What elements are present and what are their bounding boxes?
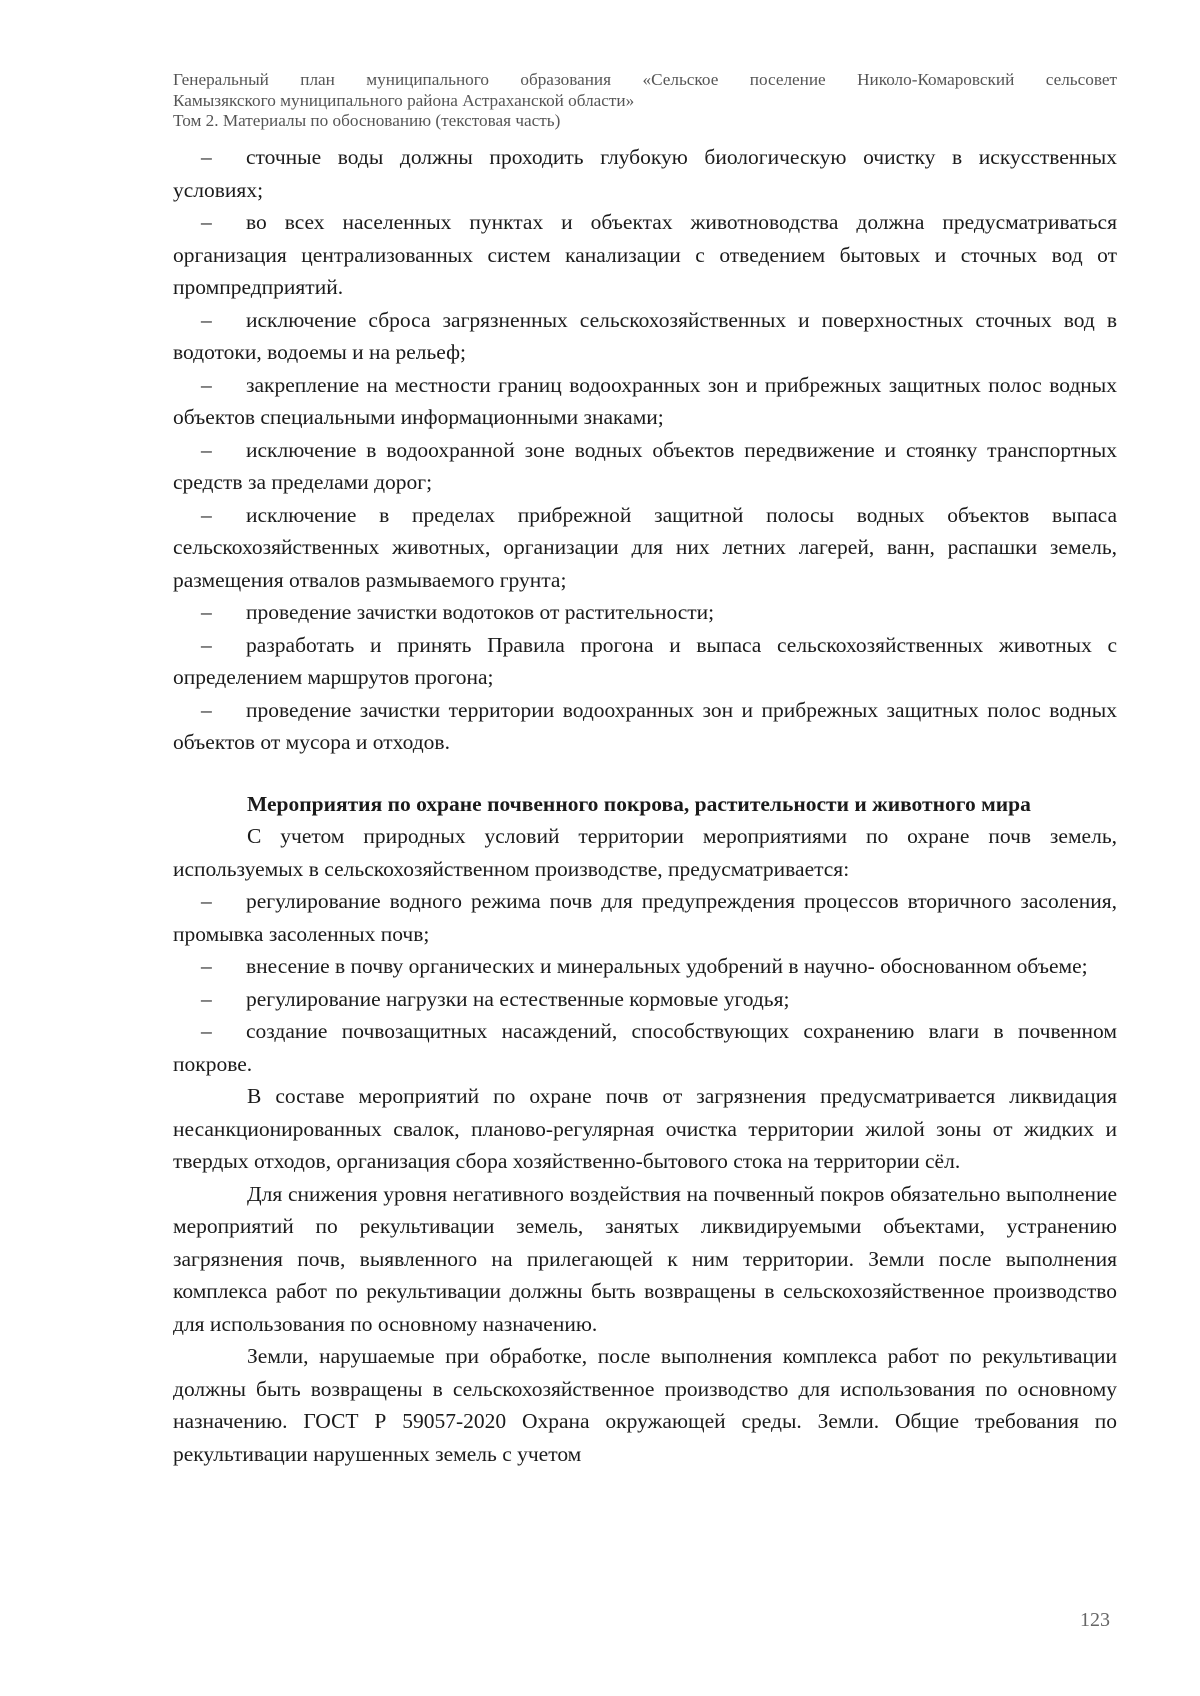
soil-measure-item <box>173 885 1117 950</box>
dash-marker: – <box>201 954 212 978</box>
water-measure-text: исключение в водоохранной зоне водных объектов передвижение и стоянку транспортных средств за пределами дорог; <box>173 437 1117 494</box>
water-measure-text: исключение в пределах прибрежной защитной полосы водных объектов выпаса сельскохозяйственных животных, организации для них летних лагерей, ванн, распашки земель, размещения отвалов размываемого грунта; <box>173 502 1117 592</box>
header-line-1: Генеральный план муниципального образования «Сельское поселение Николо-Комаровский сельсовет <box>173 70 1117 89</box>
dash-marker: – <box>201 600 212 624</box>
soil-measure-item <box>173 950 1117 983</box>
water-measure-text: проведение зачистки водотоков от растительности; <box>246 600 715 624</box>
water-measure-text: сточные воды должны проходить глубокую биологическую очистку в искусственных условиях; <box>173 145 1117 202</box>
water-measure-item <box>173 206 1117 304</box>
soil-measure-item <box>173 983 1117 1016</box>
section-heading: Мероприятия по охране почвенного покрова, растительности и животного мира <box>247 791 1031 816</box>
dash-marker: – <box>201 210 212 234</box>
dash-marker: – <box>201 307 212 332</box>
dash-marker: – <box>201 1019 212 1043</box>
water-measure-text: проведение зачистки территории водоохранных зон и прибрежных защитных полос водных объектов от мусора и отходов. <box>173 697 1117 754</box>
soil-measure-text: регулирование нагрузки на естественные кормовые угодья; <box>246 986 790 1011</box>
header-line-2: Камызякского муниципального района Астраханской области» <box>173 90 635 110</box>
water-measure-text: во всех населенных пунктах и объектах животноводства должна предусматриваться организация централизованных систем канализации с отведением бытовых и сточных вод от промпредприятий. <box>173 210 1117 299</box>
soil-measure-item <box>173 1015 1117 1080</box>
dash-marker: – <box>201 697 212 722</box>
water-measure-item <box>173 434 1117 499</box>
dash-marker: – <box>201 437 212 462</box>
soil-intro-paragraph: С учетом природных условий территории мероприятиями по охране почв земель, используемых в сельскохозяйственном производстве, предусматривается: <box>173 824 1117 881</box>
header-line-3: Том 2. Материалы по обоснованию (текстовая часть) <box>173 111 561 130</box>
water-measure-item <box>173 499 1117 597</box>
page-header <box>173 70 1117 132</box>
dash-marker: – <box>201 502 212 527</box>
body-paragraph: Земли, нарушаемые при обработке, после выполнения комплекса работ по рекультивации должны быть возвращены в сельскохозяйственное производство для использования по основному назначению. ГОСТ Р 59057-2020 Охрана окружающей среды. Земли. Общие требования по рекультивации нарушенных земель с учетом <box>173 1344 1117 1466</box>
water-measure-item <box>173 629 1117 694</box>
water-measure-item <box>173 304 1117 369</box>
water-measure-item <box>173 369 1117 434</box>
body-paragraph: В составе мероприятий по охране почв от загрязнения предусматривается ликвидация несанкционированных свалок, планово-регулярная очистка территории жилой зоны от жидких и твердых отходов, организация сбора хозяйственно-бытового стока на территории сёл. <box>173 1084 1117 1173</box>
soil-measure-text: регулирование водного режима почв для предупреждения процессов вторичного засоления, промывка засоленных почв; <box>173 889 1117 946</box>
dash-marker: – <box>201 986 212 1011</box>
dash-marker: – <box>201 632 212 657</box>
soil-measure-text: создание почвозащитных насаждений, способствующих сохранению влаги в почвенном покрове. <box>173 1019 1117 1076</box>
water-measure-text: разработать и принять Правила прогона и выпаса сельскохозяйственных животных с определением маршрутов прогона; <box>173 632 1117 689</box>
soil-measure-text: внесение в почву органических и минеральных удобрений в научно- обоснованном объеме; <box>246 954 1088 978</box>
dash-marker: – <box>201 145 212 169</box>
dash-marker: – <box>201 372 212 397</box>
page-number: 123 <box>1080 1609 1110 1631</box>
document-body <box>173 141 1117 1470</box>
water-measure-item <box>173 596 1117 629</box>
body-paragraph: Для снижения уровня негативного воздействия на почвенный покров обязательно выполнение мероприятий по рекультивации земель, занятых ликвидируемыми объектами, устранению загрязнения почв, выявленного на прилегающей к ним территории. Земли после выполнения комплекса работ по рекультивации должны быть возвращены в сельскохозяйственное производство для использования по основному назначению. <box>173 1181 1117 1336</box>
water-measure-text: исключение сброса загрязненных сельскохозяйственных и поверхностных сточных вод в водотоки, водоемы и на рельеф; <box>173 307 1117 364</box>
dash-marker: – <box>201 889 212 913</box>
water-measure-text: закрепление на местности границ водоохранных зон и прибрежных защитных полос водных объектов специальными информационными знаками; <box>173 372 1117 429</box>
water-measure-item <box>173 141 1117 206</box>
water-measure-item <box>173 694 1117 759</box>
